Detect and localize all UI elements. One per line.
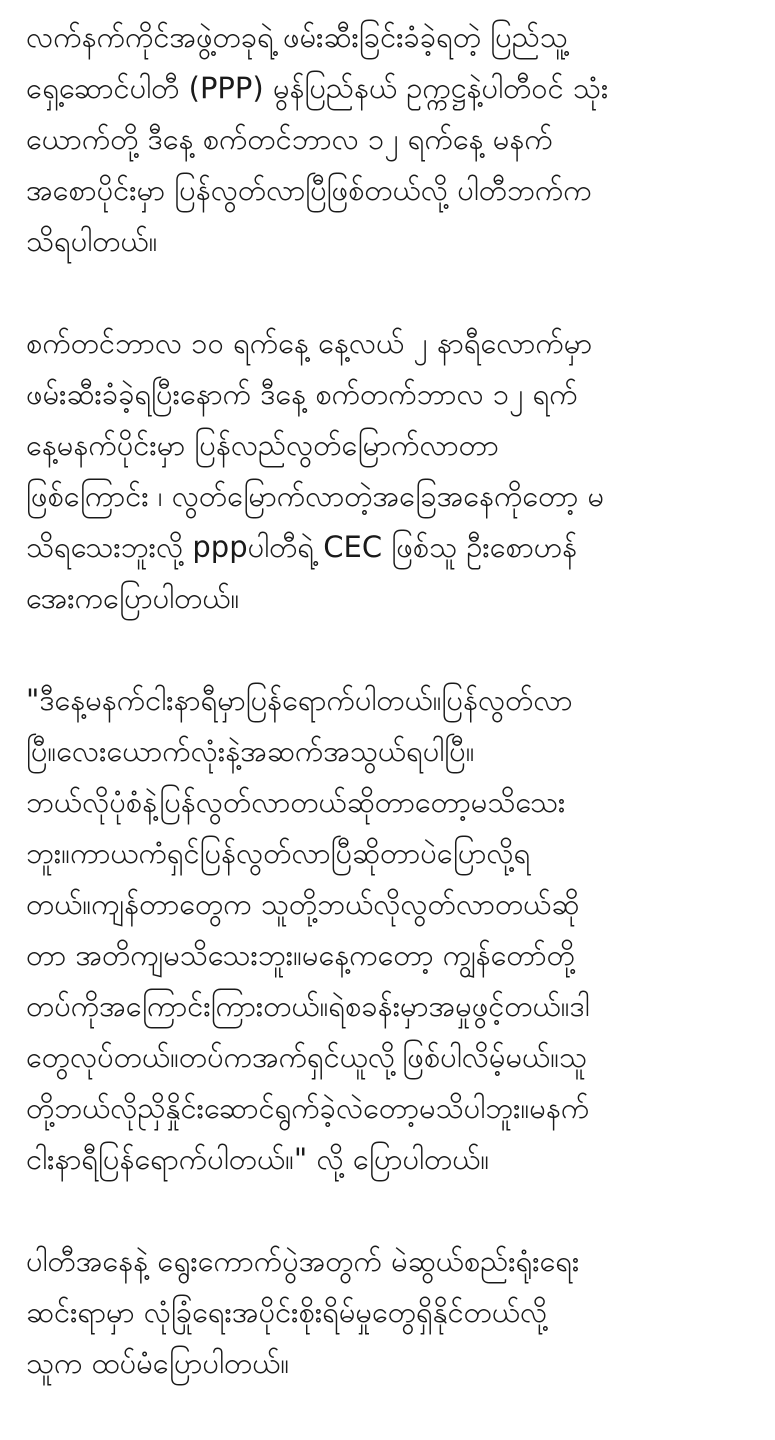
text-line: သူက ထပ်မံပြောပါတယ်။ xyxy=(26,1346,290,1380)
text-line: ဆင်းရာမှာ လုံခြုံရေးအပိုင်းစိုးရိမ်မှုတွေရှိနိုင်တယ်လို့ xyxy=(26,1295,548,1329)
text-line: စက်တင်ဘာလ ၁၀ ရက်နေ့ နေ့လယ် ၂ နာရီလောက်မှာ xyxy=(26,326,593,360)
text-line: တယ်။ကျန်တာတွေက သူတို့ဘယ်လိုလွတ်လာတယ်ဆို xyxy=(26,887,580,921)
text-line: ပါတီအနေနဲ့ ရွေးကောက်ပွဲအတွက် မဲဆွယ်စည်းရုံးရေး xyxy=(26,1244,580,1278)
paragraph-1 xyxy=(26,12,756,267)
paragraph-4 xyxy=(26,1236,756,1389)
text-line: ယောက်တို့ ဒီနေ့ စက်တင်ဘာလ ၁၂ ရက်နေ့ မနက် xyxy=(26,122,553,156)
text-line: လက်နက်ကိုင်အဖွဲ့တခုရဲ့ ဖမ်းဆီးခြင်းခံခဲ့ရတဲ့ ပြည်သူ့ xyxy=(26,20,568,54)
text-line: အစောပိုင်းမှာ ပြန်လွတ်လာပြီဖြစ်တယ်လို့ ပါတီဘက်က xyxy=(26,173,592,207)
text-line: တို့ဘယ်လိုညှိနှိုင်းဆောင်ရွက်ခဲ့လဲတော့မသိပါဘူး။မနက် xyxy=(26,1091,590,1125)
text-line: သိရပါတယ်။ xyxy=(26,224,158,258)
text-line: ငါးနာရီပြန်ရောက်ပါတယ်။" လို့ ပြောပါတယ်။ xyxy=(26,1142,490,1176)
text-line: ပြီ။လေးယောက်လုံးနဲ့အဆက်အသွယ်ရပါပြီ။ xyxy=(26,734,475,768)
paragraph-3-quote xyxy=(26,675,756,1185)
text-line: သိရသေးဘူးလို့ pppပါတီရဲ့ CEC ဖြစ်သူ ဦးစောဟန် xyxy=(26,530,578,564)
article-body xyxy=(26,12,756,1440)
paragraph-2 xyxy=(26,318,756,624)
text-line: တာ အတိကျမသိသေးဘူး။မနေ့ကတော့ ကျွန်တော်တို့ xyxy=(26,938,575,972)
text-line: "ဒီနေ့မနက်ငါးနာရီမှာပြန်ရောက်ပါတယ်။ပြန်လွတ်လာ xyxy=(26,683,573,717)
text-line: ဘယ်လိုပုံစံနဲ့ပြန်လွတ်လာတယ်ဆိုတာတော့မသိသေး xyxy=(26,785,566,819)
text-line: တပ်ကိုအကြောင်းကြားတယ်။ရဲစခန်းမှာအမှုဖွင့်တယ်။ဒါ xyxy=(26,989,590,1023)
text-line: ဘူး။ကာယကံရှင်ပြန်လွတ်လာပြီဆိုတာပဲပြောလို့ရ xyxy=(26,836,531,870)
text-line: တွေလုပ်တယ်။တပ်ကအက်ရှင်ယူလို့ဖြစ်ပါလိမ့်မယ်။သူ xyxy=(26,1040,588,1074)
text-line: နေ့မနက်ပိုင်းမှာ ပြန်လည်လွတ်မြောက်လာတာ xyxy=(26,428,499,462)
text-line: ဖမ်းဆီးခံခဲ့ရပြီးနောက် ဒီနေ့ စက်တက်ဘာလ ၁၂ ရက် xyxy=(26,377,578,411)
text-line: ရှေ့ဆောင်ပါတီ (PPP) မွန်ပြည်နယ် ဥက္ကဋ္ဌနဲ့ပါတီဝင် သုံး xyxy=(26,71,609,105)
text-line: ဖြစ်ကြောင်း ၊ လွတ်မြောက်လာတဲ့အခြေအနေကိုတော့ မ xyxy=(26,479,605,513)
text-line: အေးကပြောပါတယ်။ xyxy=(26,581,240,615)
